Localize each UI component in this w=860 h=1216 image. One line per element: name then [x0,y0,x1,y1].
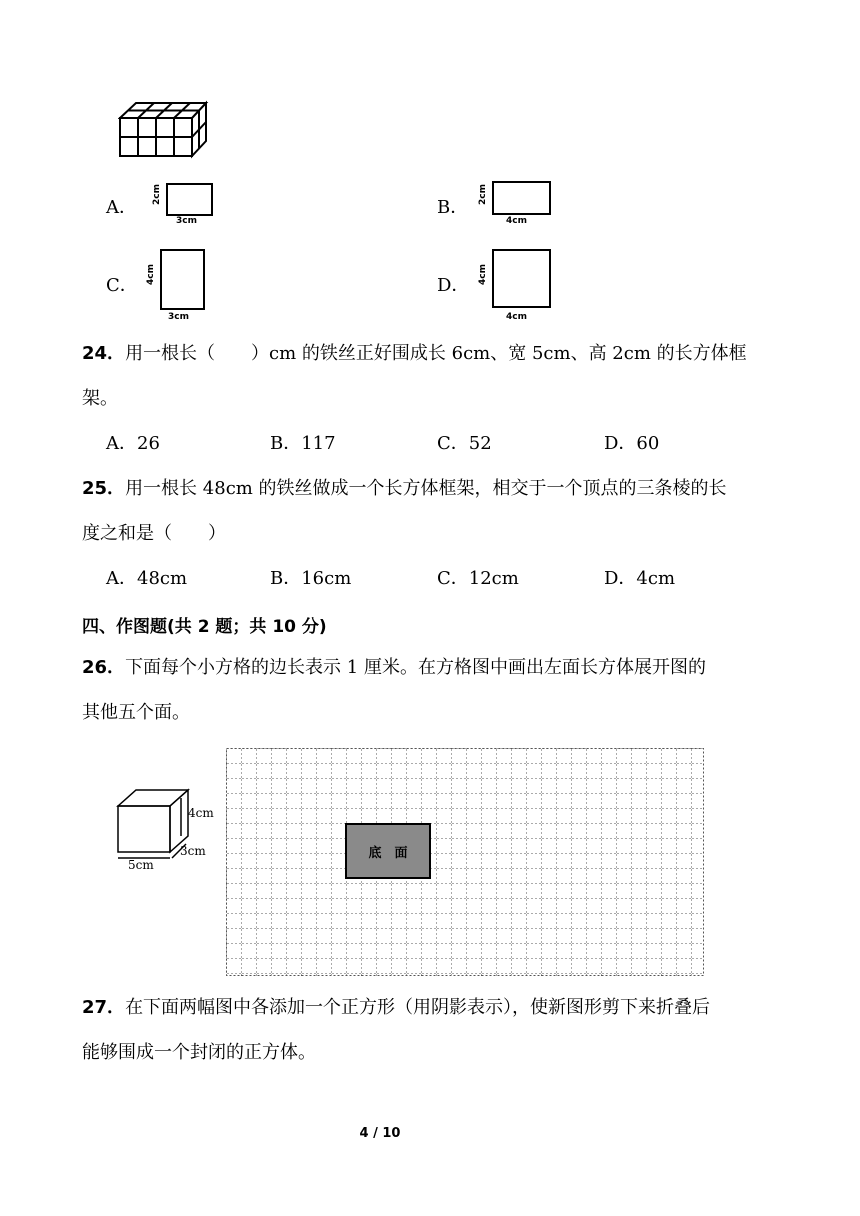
q23-b-width-label: 4cm [506,216,527,226]
cuboid-length-label: 5cm [128,858,154,872]
q23-c-width-label: 3cm [168,312,189,322]
q23-option-c-letter: C． [106,275,138,296]
cuboid-figure [110,782,220,874]
q25-number: 25． [82,478,126,499]
q24-option-a: A．26 [106,433,160,454]
q24-text-1: 用一根长（ ）cm 的铁丝正好围成长 6cm、宽 5cm、高 2cm 的长方体框 [125,343,747,364]
q23-d-rectangle [492,249,551,308]
bottom-face-label: 底 面 [368,845,408,861]
q23-a-width-label: 3cm [176,216,197,226]
section-4-heading: 四、作图题(共 2 题；共 10 分) [82,617,327,637]
q26-question-line-1 [82,655,706,681]
bottom-face [345,823,431,879]
q27-text-1: 在下面两幅图中各添加一个正方形（用阴影表示），使新图形剪下来折叠后 [125,997,711,1018]
dotted-grid[interactable] [226,748,704,976]
q25-text-1: 用一根长 48cm 的铁丝做成一个长方体框架，相交于一个顶点的三条棱的长 [125,478,727,499]
q23-option-b-figure [474,178,564,228]
q25-question-line-1 [82,476,727,502]
q23-a-rectangle [166,183,213,216]
q25-option-c: C．12cm [437,568,519,589]
cuboid-width-label: 3cm [180,844,206,858]
q23-option-d-figure [474,246,564,326]
q26-text-2: 其他五个面。 [82,702,190,723]
q25-text-2: 度之和是（ ） [82,523,226,544]
q23-b-rectangle [492,181,551,215]
q23-d-width-label: 4cm [506,312,527,322]
q23-option-a-letter: A． [106,197,137,218]
q23-c-height-label: 4cm [146,264,156,285]
cuboid-height-label: 4cm [188,806,214,820]
q24-option-d: D．60 [604,433,660,454]
q27-text-2: 能够围成一个封闭的正方体。 [82,1042,316,1063]
q23-option-c-figure [142,246,222,326]
q26-number: 26． [82,657,126,678]
q26-text-1: 下面每个小方格的边长表示 1 厘米。在方格图中画出左面长方体展开图的 [125,657,706,678]
q23-c-rectangle [160,249,205,310]
q27-number: 27． [82,997,126,1018]
q25-option-a: A．48cm [106,568,188,589]
q27-question-line-1 [82,995,710,1021]
q24-option-b: B．117 [270,433,336,454]
q23-option-d-letter: D． [437,275,470,296]
q23-option-a-figure [142,180,222,228]
cube-stack-figure [118,100,210,160]
q24-question-line-1 [82,341,747,367]
q23-d-height-label: 4cm [478,264,488,285]
q24-number: 24． [82,343,126,364]
q25-option-b: B．16cm [270,568,352,589]
page-number: 4 / 10 [359,1126,401,1141]
q24-option-c: C．52 [437,433,492,454]
q23-option-b-letter: B． [437,197,469,218]
q23-b-height-label: 2cm [478,184,488,205]
q24-text-2: 架。 [82,388,118,409]
q23-a-height-label: 2cm [152,184,162,205]
q25-option-d: D．4cm [604,568,676,589]
